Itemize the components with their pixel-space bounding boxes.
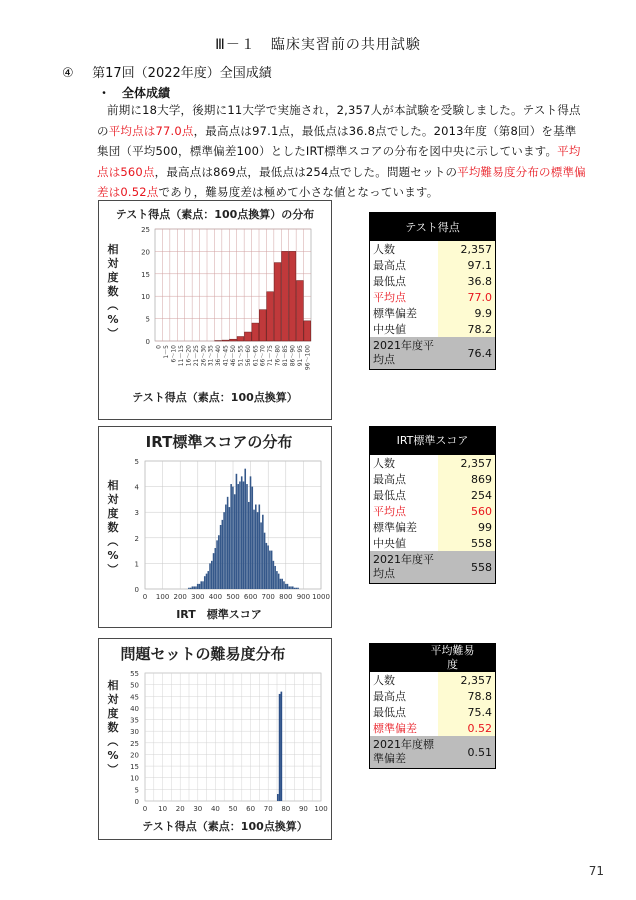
para-text-2: ，最高点は97.1点，最低点は36.8点でした。2013年度（第8回）を基準集団（平均500，標準偏差100）としたIRT標準スコアの分布を図中央に示しています。 (97, 123, 577, 158)
histogram-bar (304, 321, 311, 341)
x-tick-label: 1～5 (163, 345, 171, 359)
histogram-bar (262, 515, 264, 589)
chart-title: IRT標準スコアの分布 (145, 433, 293, 451)
irt-row-label: 人数 (370, 455, 438, 471)
histogram-bar (274, 263, 281, 341)
x-tick-label: 16～20 (185, 345, 193, 367)
histogram-bar (204, 576, 206, 589)
y-axis-label-char: % (107, 749, 119, 762)
histogram-bar (222, 340, 229, 341)
histogram-bar (236, 474, 238, 589)
histogram-bar (230, 339, 237, 341)
histogram-bar (234, 494, 236, 589)
bullet-heading: ・ 全体成績 (98, 86, 171, 100)
score-prev-value: 76.4 (438, 337, 495, 369)
y-axis-label-char: 対 (107, 693, 119, 706)
section-title: Ⅲ－１ 臨床実習前の共用試験 (215, 37, 421, 53)
histogram-bar (195, 586, 197, 589)
score-row-label: 中央値 (370, 321, 438, 337)
y-tick-label: 20 (141, 248, 150, 257)
score-table-header: テスト得点 (370, 213, 495, 241)
histogram-bar (253, 510, 255, 589)
x-tick-label: 900 (296, 593, 311, 601)
irt-row-label: 平均点 (370, 503, 438, 519)
histogram-bar (239, 481, 241, 589)
x-tick-label: 81～85 (282, 345, 289, 367)
x-tick-label: 800 (279, 593, 293, 601)
x-tick-label: 90 (298, 805, 308, 813)
histogram-bar (285, 584, 287, 589)
x-tick-label: 10 (158, 805, 168, 813)
score-row-value: 77.0 (438, 289, 495, 305)
score-stats-table (369, 212, 496, 370)
histogram-bar (207, 571, 209, 589)
y-axis-label-char: （ (106, 535, 119, 547)
chart-title: 問題セットの難易度分布 (120, 645, 286, 663)
histogram-bar (295, 588, 297, 589)
x-tick-label: 20 (175, 805, 185, 813)
x-tick-label: 100 (155, 593, 170, 601)
difficulty-table-header (370, 644, 495, 672)
y-axis-label-char: 数 (107, 721, 119, 734)
x-tick-label: 46～50 (230, 345, 237, 367)
x-tick-label: 70 (263, 805, 273, 813)
x-tick-label: 1000 (312, 593, 330, 601)
histogram-bar (251, 487, 253, 589)
irt-row-value: 558 (438, 535, 495, 551)
y-tick-label: 50 (130, 681, 139, 690)
y-tick-label: 5 (134, 458, 139, 466)
histogram-bar (215, 548, 217, 589)
histogram-bar (188, 588, 190, 589)
histogram-bar (271, 551, 273, 589)
subsection-label: 第17回（2022年度）全国成績 (92, 66, 272, 81)
histogram-bar (292, 586, 294, 589)
x-axis-label: テスト得点（素点：100点換算） (142, 820, 308, 833)
y-axis-label-char: % (107, 549, 119, 562)
x-tick-label: 56～60 (244, 345, 252, 367)
histogram-bar (220, 525, 222, 589)
irt-row-value: 560 (438, 503, 495, 519)
histogram-bar (266, 543, 268, 589)
histogram-bar (273, 561, 275, 589)
histogram-bar (199, 584, 201, 589)
y-tick-label: 30 (130, 728, 139, 737)
histogram-bar (227, 497, 229, 589)
histogram-bar (257, 512, 259, 589)
histogram-bar (279, 694, 281, 801)
y-axis-label-char: 対 (107, 493, 119, 506)
score-row-value: 97.1 (438, 257, 495, 273)
histogram-bar (229, 507, 231, 589)
x-axis-label: IRT 標準スコア (176, 608, 262, 621)
y-tick-label: 55 (130, 670, 139, 678)
x-tick-label: 30 (193, 805, 203, 813)
score-prev-label: 2021年度平均点 (370, 337, 438, 369)
histogram-bar (283, 581, 285, 589)
irt-prev-label: 2021年度平均点 (370, 551, 438, 583)
histogram-bar (222, 520, 224, 589)
x-tick-label: 31～35 (207, 345, 215, 367)
y-axis-label-char: 度 (107, 507, 119, 520)
histogram-bar (289, 251, 296, 341)
histogram-bar (278, 574, 280, 589)
x-tick-label: 86～90 (289, 345, 297, 367)
histogram-bar (193, 586, 195, 589)
y-tick-label: 0 (134, 798, 139, 806)
y-axis-label-char: 対 (107, 257, 119, 270)
difficulty-row-value: 0.52 (438, 720, 495, 736)
y-tick-label: 0 (145, 338, 150, 346)
score-row-value: 78.2 (438, 321, 495, 337)
histogram-bar (230, 484, 232, 589)
histogram-bar (269, 551, 271, 589)
y-axis-label-char: ） (106, 327, 119, 339)
y-tick-label: 10 (130, 774, 139, 783)
difficulty-stats-table (369, 643, 496, 769)
histogram-bar (197, 584, 199, 589)
x-tick-label: 300 (191, 593, 205, 601)
histogram-bar (192, 586, 194, 589)
histogram-bar (276, 571, 278, 589)
y-axis-label-char: （ (106, 735, 119, 747)
difficulty-row-value: 75.4 (438, 704, 495, 720)
y-tick-label: 25 (141, 226, 150, 234)
para-highlight-2: 平均点は560点 (97, 144, 581, 179)
y-axis-label-char: ） (106, 563, 119, 575)
irt-stats-table (369, 426, 496, 584)
x-tick-label: 26～30 (200, 345, 208, 367)
x-tick-label: 91～95 (296, 345, 304, 367)
histogram-bar (267, 292, 274, 341)
histogram-bar (241, 476, 243, 589)
y-tick-label: 40 (130, 704, 139, 713)
histogram-bar (250, 476, 252, 589)
x-tick-label: 40 (210, 805, 220, 813)
histogram-bar (211, 561, 213, 589)
x-tick-label: 51～55 (237, 345, 245, 367)
histogram-bar (246, 484, 248, 589)
x-tick-label: 71～75 (267, 345, 275, 367)
y-tick-label: 25 (130, 739, 139, 748)
para-text-1: 前期に18大学，後期に11大学で実施され，2,357人が本試験を受験しました。テスト得点の (97, 103, 581, 138)
y-tick-label: 5 (134, 786, 139, 795)
histogram-bar (237, 337, 244, 341)
y-tick-label: 15 (141, 270, 150, 279)
irt-row-label: 標準偏差 (370, 519, 438, 535)
test-score-chart (99, 201, 331, 419)
histogram-bar (190, 588, 192, 589)
y-axis-label-char: 度 (107, 271, 119, 284)
x-tick-label: 60 (246, 805, 256, 813)
histogram-bar (202, 581, 204, 589)
y-axis-label-char: 相 (107, 243, 119, 256)
difficulty-row-label: 最低点 (370, 704, 438, 720)
y-axis-label-char: 数 (107, 521, 119, 534)
histogram-bar (244, 332, 251, 341)
y-axis-label-char: ） (106, 763, 119, 775)
histogram-bar (260, 522, 262, 589)
para-text-3: ，最高点は869点，最低点は254点でした。問題セットの (154, 164, 458, 179)
histogram-bar (218, 535, 220, 589)
y-axis-label-char: 数 (107, 285, 119, 298)
difficulty-prev-value: 0.51 (438, 736, 495, 768)
y-axis-label-char: 度 (107, 707, 119, 720)
histogram-bar (287, 584, 289, 589)
y-tick-label: 0 (134, 586, 139, 594)
x-tick-label: 700 (261, 593, 275, 601)
page-number: 71 (588, 864, 604, 878)
x-tick-label: 41～45 (222, 345, 230, 367)
y-tick-label: 10 (141, 293, 150, 302)
x-tick-label: 96～100 (304, 345, 312, 371)
score-row-label: 標準偏差 (370, 305, 438, 321)
y-tick-label: 5 (145, 315, 150, 324)
difficulty-row-label: 最高点 (370, 688, 438, 704)
histogram-bar (294, 588, 296, 589)
histogram-bar (248, 502, 250, 589)
histogram-bar (200, 581, 202, 589)
x-tick-label: 21～25 (192, 345, 200, 367)
difficulty-row-value: 78.8 (438, 688, 495, 704)
score-row-value: 2,357 (438, 241, 495, 257)
x-tick-label: 0 (142, 593, 148, 601)
para-highlight-1: 平均点は77.0点 (108, 123, 194, 138)
y-tick-label: 45 (130, 693, 139, 702)
difficulty-chart (99, 639, 331, 839)
histogram-bar (297, 588, 299, 589)
histogram-bar (259, 505, 261, 589)
para-text-4: であり，難易度差は極めて小さな値となっています。 (158, 185, 439, 199)
histogram-bar (259, 310, 266, 341)
x-tick-label: 0 (155, 345, 163, 349)
x-tick-label: 200 (173, 593, 187, 601)
histogram-bar (290, 586, 292, 589)
irt-chart-panel (98, 426, 332, 628)
histogram-bar (255, 505, 257, 589)
x-tick-label: 76～80 (274, 345, 282, 367)
y-axis-label-char: % (107, 313, 119, 326)
x-tick-label: 0 (142, 805, 148, 813)
irt-row-value: 2,357 (438, 455, 495, 471)
test-score-chart-panel (98, 200, 332, 420)
x-tick-label: 80 (281, 805, 291, 813)
subsection-number: ④ (62, 66, 74, 81)
y-tick-label: 3 (134, 509, 139, 518)
difficulty-row-label: 人数 (370, 672, 438, 688)
x-tick-label: 11～15 (178, 345, 185, 367)
y-axis-label-char: 相 (107, 679, 119, 692)
irt-row-value: 254 (438, 487, 495, 503)
x-axis-label: テスト得点（素点：100点換算） (132, 391, 298, 404)
y-tick-label: 1 (134, 560, 139, 569)
irt-chart (99, 427, 331, 627)
subsection-title (62, 62, 272, 81)
irt-prev-value: 558 (438, 551, 495, 583)
irt-row-label: 中央値 (370, 535, 438, 551)
x-tick-label: 100 (314, 805, 328, 813)
y-tick-label: 4 (134, 483, 139, 492)
difficulty-table-header-text: 平均難易度 (430, 644, 475, 671)
score-row-label: 平均点 (370, 289, 438, 305)
difficulty-row-label: 標準偏差 (370, 720, 438, 736)
irt-row-value: 869 (438, 471, 495, 487)
histogram-bar (264, 533, 266, 589)
y-tick-label: 2 (134, 534, 139, 543)
score-row-label: 人数 (370, 241, 438, 257)
histogram-bar (216, 540, 218, 589)
irt-table-header: IRT標準スコア (370, 427, 495, 455)
x-tick-label: 600 (243, 593, 258, 601)
histogram-bar (281, 692, 283, 801)
score-row-label: 最高点 (370, 257, 438, 273)
histogram-bar (209, 563, 211, 589)
y-tick-label: 15 (130, 763, 139, 772)
chart-title: テスト得点（素点：100点換算）の分布 (115, 208, 315, 221)
score-row-value: 9.9 (438, 305, 495, 321)
y-tick-label: 20 (130, 751, 139, 760)
y-axis-label-char: （ (106, 299, 119, 311)
histogram-bar (244, 469, 246, 589)
histogram-bar (223, 512, 225, 589)
x-tick-label: 6～10 (170, 345, 178, 363)
histogram-bar (280, 579, 282, 589)
histogram-bar (296, 281, 303, 341)
irt-row-label: 最低点 (370, 487, 438, 503)
para-highlight-3: 平均難易度分布の標準偏差は0.52点 (97, 164, 586, 199)
y-tick-label: 35 (130, 716, 139, 725)
histogram-bar (282, 251, 289, 341)
x-tick-label: 400 (208, 593, 223, 601)
x-tick-label: 500 (226, 593, 240, 601)
y-axis-label-char: 相 (107, 479, 119, 492)
histogram-bar (252, 323, 259, 341)
difficulty-row-value: 2,357 (438, 672, 495, 688)
histogram-bar (243, 481, 245, 589)
histogram-bar (277, 794, 279, 801)
x-tick-label: 66～70 (259, 345, 267, 367)
difficulty-prev-label: 2021年度標準偏差 (370, 736, 438, 768)
summary-paragraph (97, 100, 587, 203)
x-tick-label: 61～65 (252, 345, 260, 367)
histogram-bar (281, 579, 283, 589)
histogram-bar (288, 586, 290, 589)
histogram-bar (213, 553, 215, 589)
score-row-value: 36.8 (438, 273, 495, 289)
x-tick-label: 36～40 (215, 345, 223, 367)
irt-row-value: 99 (438, 519, 495, 535)
score-row-label: 最低点 (370, 273, 438, 289)
histogram-bar (274, 566, 276, 589)
histogram-bar (225, 505, 227, 589)
x-tick-label: 50 (228, 805, 238, 813)
histogram-bar (267, 545, 269, 589)
irt-row-label: 最高点 (370, 471, 438, 487)
histogram-bar (237, 484, 239, 589)
histogram-bar (232, 487, 234, 589)
difficulty-chart-panel (98, 638, 332, 840)
histogram-bar (206, 574, 208, 589)
